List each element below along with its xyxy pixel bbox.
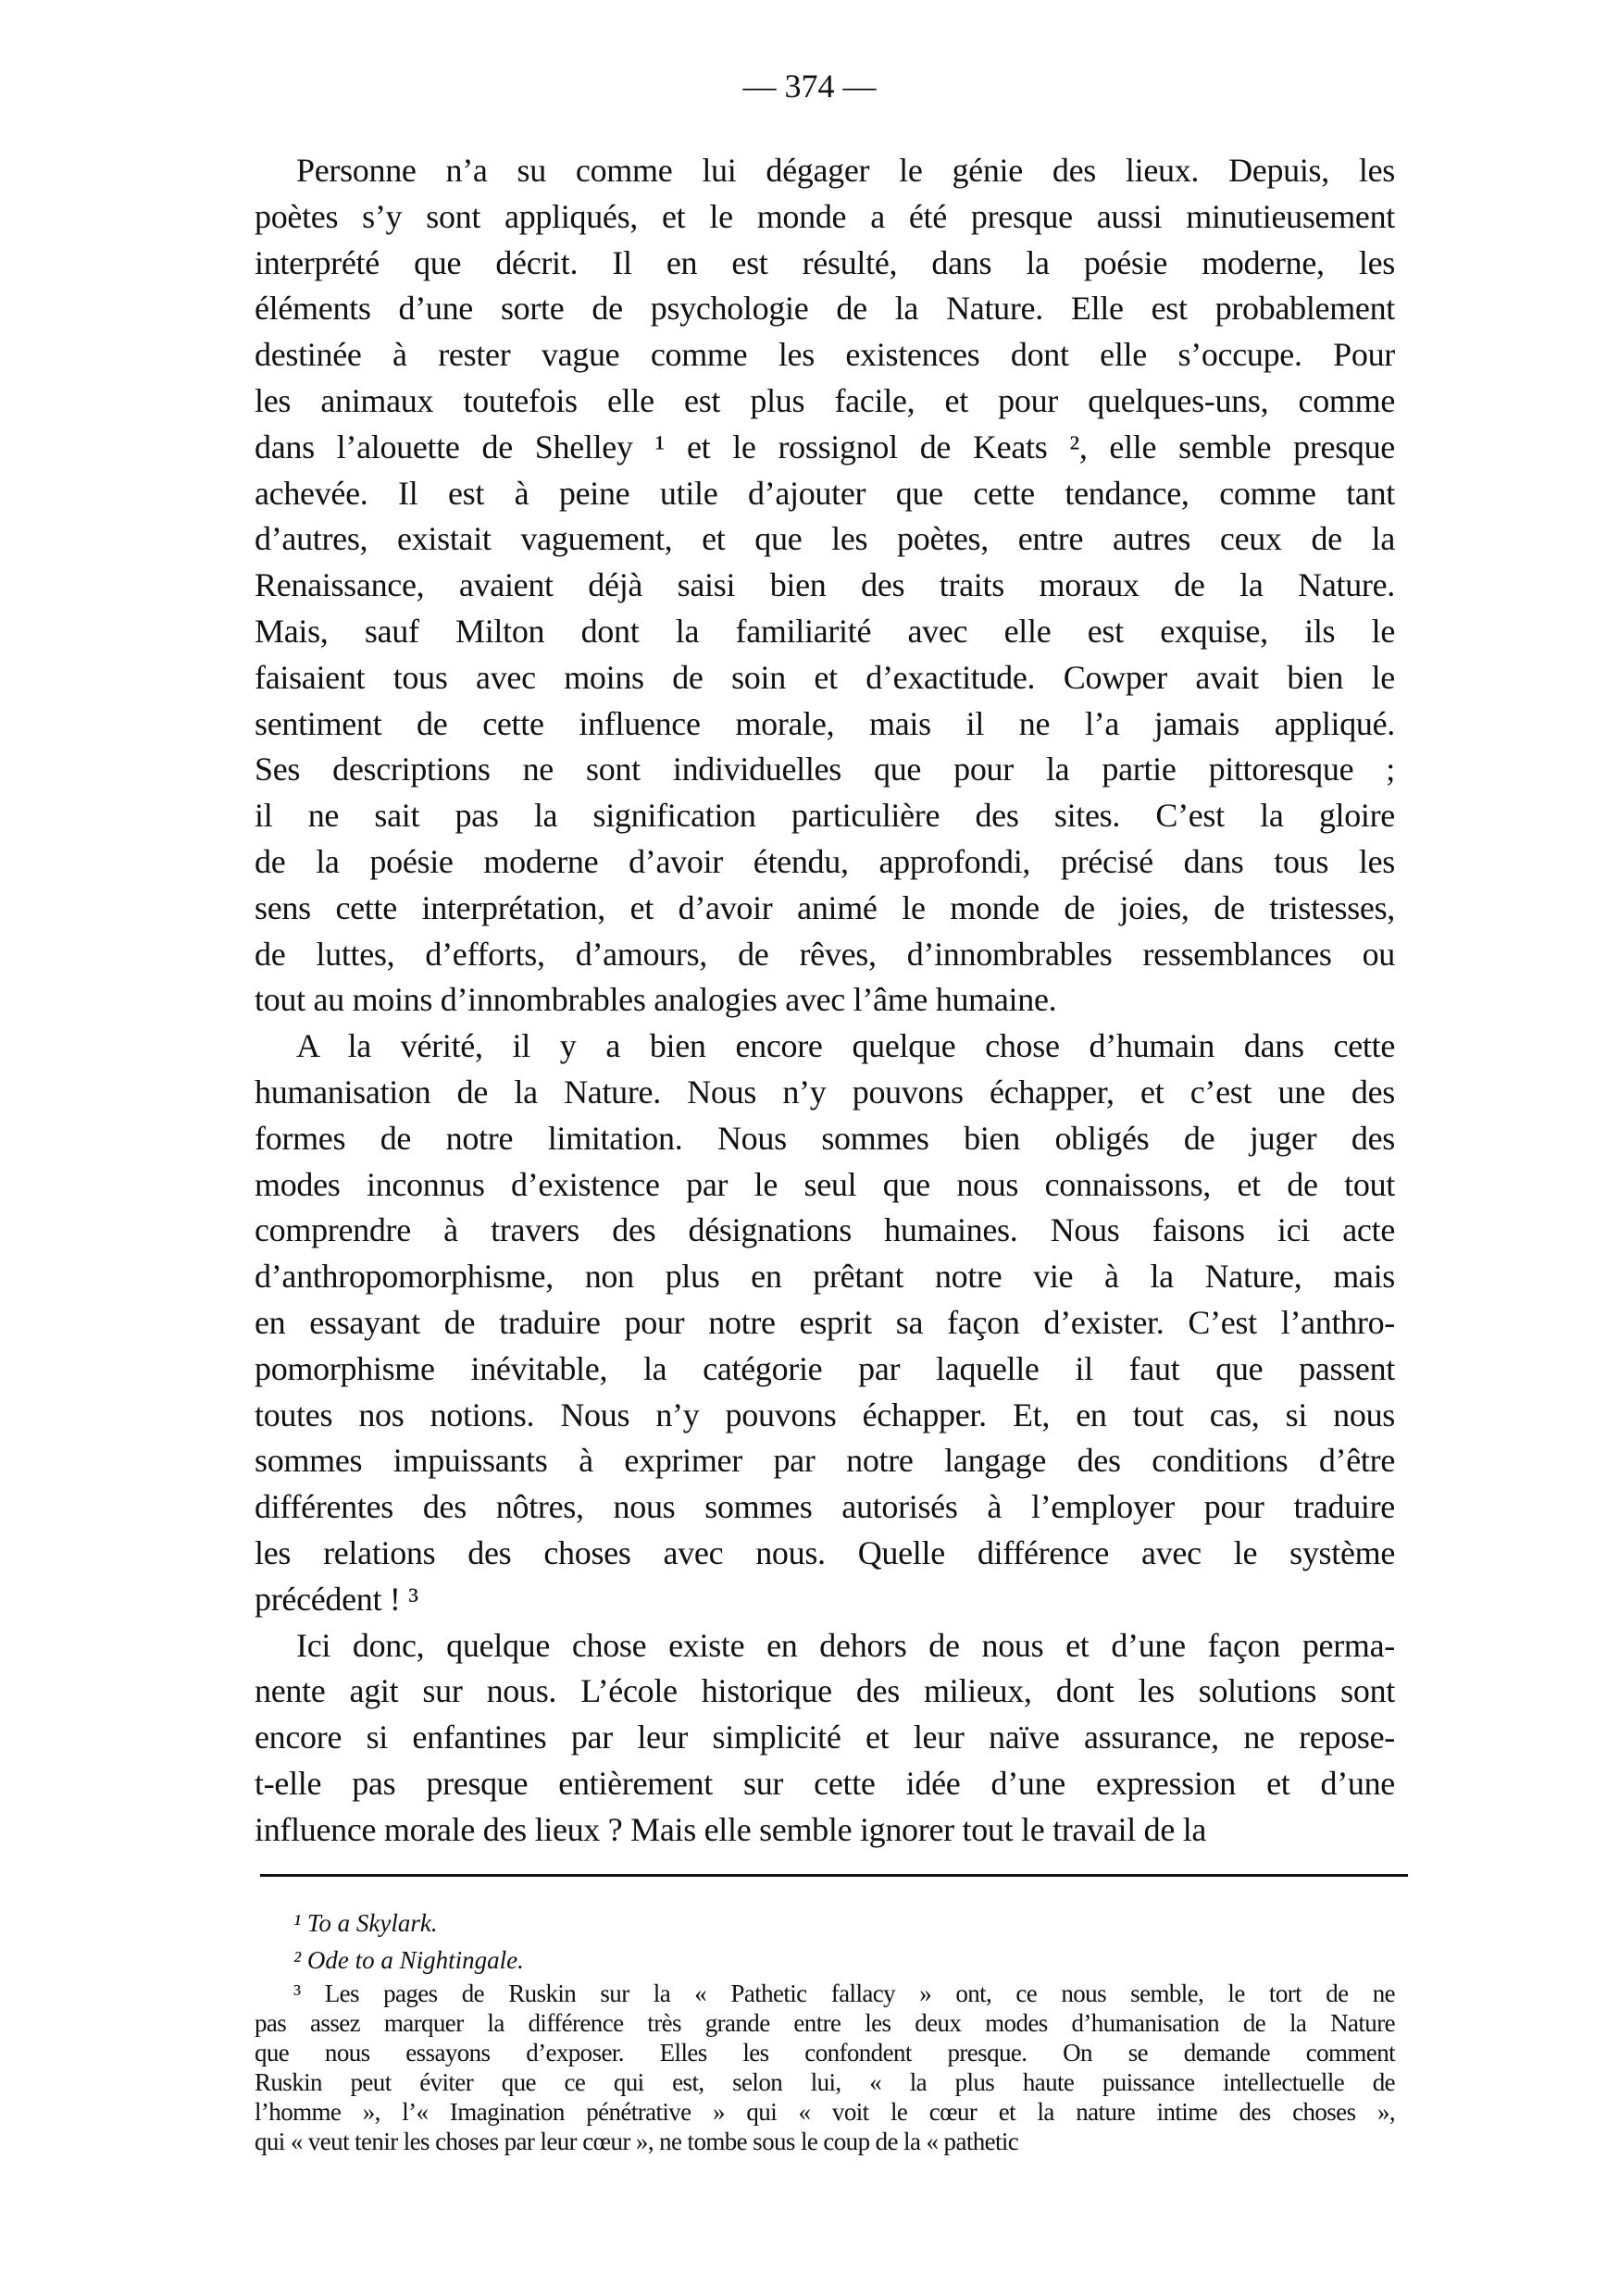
text-line: Ses descriptions ne sont individuelles que pour la partie pittoresque ; (255, 751, 1395, 788)
text-line: précédent ! ³ (255, 1580, 418, 1618)
text-line: nente agit sur nous. L’école historique des milieux, dont les solutions sont (255, 1672, 1395, 1710)
text-line: sens cette interprétation, et d’avoir animé le monde de joies, de tristesses, (255, 888, 1395, 926)
main-text (255, 148, 1395, 1853)
text-line: il ne sait pas la signification particulière des sites. C’est la gloire (255, 797, 1395, 835)
text-line: tout au moins d’innombrables analogies avec l’âme humaine. (255, 981, 1057, 1019)
footnote-line: pas assez marquer la différence très grande entre les deux modes d’humanisation de la Nature (255, 2009, 1395, 2037)
text-line: faisaient tous avec moins de soin et d’exactitude. Cowper avait bien le (255, 658, 1395, 696)
text-line: sommes impuissants à exprimer par notre langage des conditions d’être (255, 1442, 1395, 1480)
text-line: Mais, sauf Milton dont la familiarité avec elle est exquise, ils le (255, 612, 1395, 650)
text-line: humanisation de la Nature. Nous n’y pouvons échapper, et c’est une des (255, 1073, 1395, 1111)
text-line: dans l’alouette de Shelley ¹ et le rossignol de Keats ², elle semble presque (255, 428, 1395, 465)
footnote-line: l’homme », l’« Imagination pénétrative » qui « voit le cœur et la nature intime des choses », (255, 2098, 1395, 2126)
text-line: sentiment de cette influence morale, mais il ne l’a jamais appliqué. (255, 704, 1395, 742)
text-line: les relations des choses avec nous. Quelle différence avec le système (255, 1533, 1395, 1571)
footnote-line: que nous essayons d’exposer. Elles les confondent presque. On se demande comment (255, 2039, 1395, 2066)
text-line: Personne n’a su comme lui dégager le génie des lieux. Depuis, les (296, 152, 1395, 189)
footnote-line: Ruskin peut éviter que ce qui est, selon lui, « la plus haute puissance intellectuelle de (255, 2068, 1395, 2096)
text-line: différentes des nôtres, nous sommes autorisés à l’employer pour traduire (255, 1488, 1395, 1526)
text-line: Renaissance, avaient déjà saisi bien des traits moraux de la Nature. (255, 566, 1395, 604)
page-number: — 374 — (742, 68, 877, 105)
text-line: comprendre à travers des désignations humaines. Nous faisons ici acte (255, 1211, 1395, 1249)
paragraph (255, 1623, 1395, 1854)
footnote-line: qui « veut tenir les choses par leur cœur », ne tombe sous le coup de la « pathetic (255, 2128, 1019, 2155)
text-line: toutes nos notions. Nous n’y pouvons échapper. Et, en tout cas, si nous (255, 1396, 1395, 1433)
paragraph (255, 1024, 1395, 1622)
text-line: les animaux toutefois elle est plus facile, et pour quelques-uns, comme (255, 381, 1395, 419)
footnote-line: ³ Les pages de Ruskin sur la « Pathetic fallacy » ont, ce nous semble, le tort de ne (293, 1980, 1395, 2007)
text-line: encore si enfantines par leur simplicité et leur naïve assurance, ne repose- (255, 1719, 1395, 1756)
text-line: pomorphisme inévitable, la catégorie par laquelle il faut que passent (255, 1349, 1395, 1387)
text-line: destinée à rester vague comme les existences dont elle s’occupe. Pour (255, 336, 1395, 374)
text-line: en essayant de traduire pour notre esprit sa façon d’exister. C’est l’anthro- (255, 1303, 1395, 1341)
text-line: interprété que décrit. Il en est résulté, dans la poésie moderne, les (255, 243, 1395, 281)
footnotes (255, 1905, 1395, 2156)
text-line: Ici donc, quelque chose existe en dehors de nous et d’une façon perma- (296, 1626, 1395, 1664)
text-line: d’autres, existait vaguement, et que les poètes, entre autres ceux de la (255, 520, 1395, 558)
footnote-2: ² Ode to a Nightingale. (293, 1946, 524, 1974)
text-line: de la poésie moderne d’avoir étendu, approfondi, précisé dans tous les (255, 842, 1395, 880)
text-line: A la vérité, il y a bien encore quelque chose d’humain dans cette (296, 1027, 1395, 1065)
text-line: t-elle pas presque entièrement sur cette idée d’une expression et d’une (255, 1764, 1395, 1802)
text-line: de luttes, d’efforts, d’amours, de rêves, d’innombrables ressemblances ou (255, 935, 1395, 973)
text-line: modes inconnus d’existence par le seul que nous connaissons, et de tout (255, 1165, 1395, 1203)
text-line: poètes s’y sont appliqués, et le monde a été presque aussi minutieusement (255, 197, 1395, 235)
text-line: éléments d’une sorte de psychologie de la Nature. Elle est probablement (255, 290, 1395, 328)
text-line: formes de notre limitation. Nous sommes bien obligés de juger des (255, 1119, 1395, 1157)
text-line: influence morale des lieux ? Mais elle semble ignorer tout le travail de la (255, 1810, 1207, 1848)
footnote-3 (255, 1979, 1395, 2156)
footnote-divider (260, 1874, 1408, 1877)
text-line: d’anthropomorphisme, non plus en prêtant notre vie à la Nature, mais (255, 1258, 1395, 1296)
paragraph (255, 148, 1395, 1024)
footnote-1: ¹ To a Skylark. (293, 1909, 438, 1937)
text-line: achevée. Il est à peine utile d’ajouter que cette tendance, comme tant (255, 474, 1395, 512)
